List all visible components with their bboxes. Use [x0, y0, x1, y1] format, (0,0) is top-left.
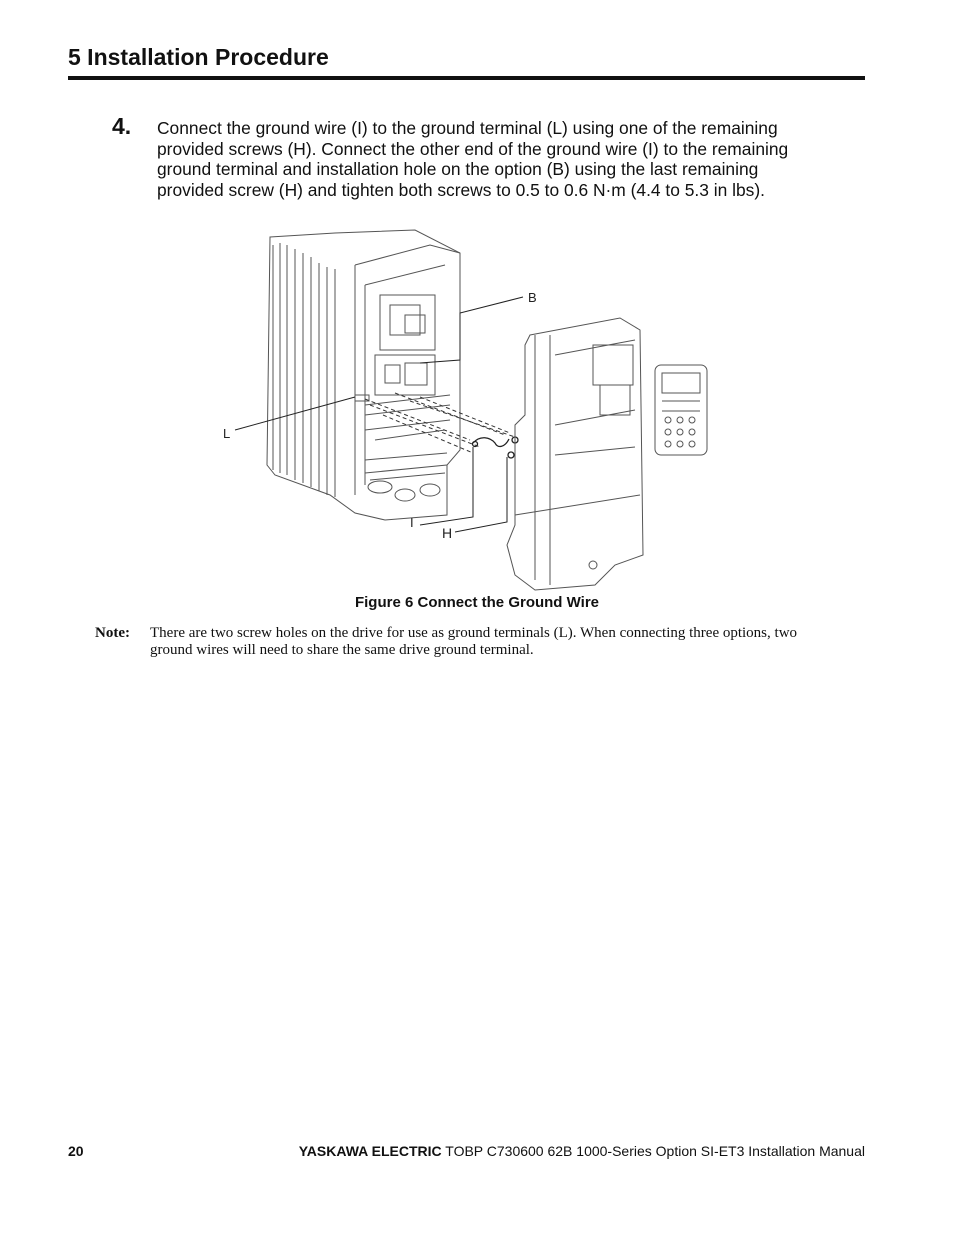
step-instruction [157, 118, 862, 200]
figure-caption: Figure 6 Connect the Ground Wire [354, 594, 600, 611]
note-text: There are two screw holes on the drive for use as ground terminals (L). When connecting three options, two ground wires will need to share the same drive ground terminal. [150, 625, 798, 658]
option-cover [507, 318, 643, 590]
ground-wire-figure [215, 225, 735, 595]
note-label: Note: [95, 625, 130, 641]
leader-h [455, 457, 507, 532]
title-rule [68, 76, 865, 80]
label-h: H [442, 525, 453, 541]
drive-illustration [215, 225, 735, 595]
footer-manual-title [299, 1143, 865, 1159]
ground-wire [473, 438, 509, 447]
label-i: I [410, 515, 414, 530]
step-line-4: provided screw (H) and tighten both screws to 0.5 to 0.6 N·m (4.4 to 5.3 in lbs). [157, 179, 765, 200]
label-b: B [528, 290, 537, 305]
footer-title-text: TOBP C730600 62B 1000-Series Option SI-ET3 Installation Manual [445, 1143, 865, 1159]
label-l: L [223, 426, 231, 441]
step-line-1: Connect the ground wire (I) to the ground terminal (L) using one of the remaining [157, 118, 778, 138]
step-line-2: provided screws (H). Connect the other end of the ground wire (I) to the remaining [157, 138, 789, 159]
step-line-3: ground terminal and installation hole on the option (B) using the last remaining [157, 159, 759, 179]
step-number: 4. [112, 113, 132, 139]
screw-h-2 [508, 452, 514, 458]
drive-body [267, 230, 460, 520]
section-title: 5 Installation Procedure [68, 44, 329, 70]
footer-brand: YASKAWA ELECTRIC [298, 1143, 442, 1159]
page-number: 20 [68, 1143, 84, 1159]
